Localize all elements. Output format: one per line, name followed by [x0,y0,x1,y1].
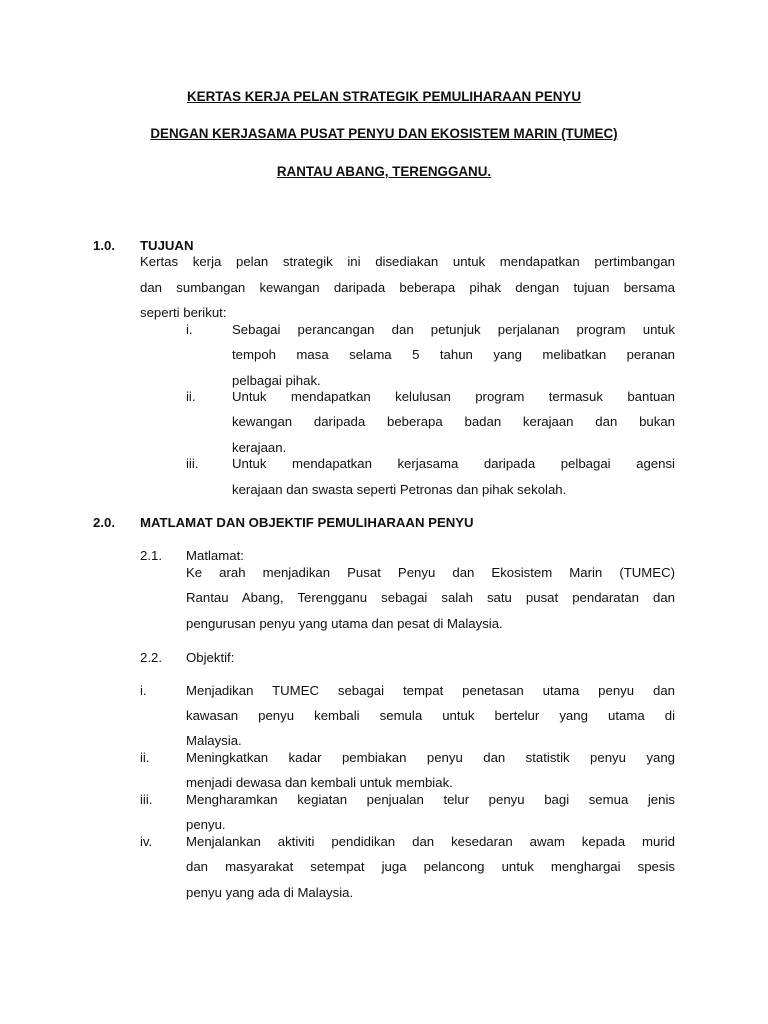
objective-line: penyu yang ada di Malaysia. [186,885,354,900]
objective-number: iv. [140,834,153,849]
list-item-line: Untuk mendapatkan kelulusan program termasuk bantuan [232,389,675,404]
document-title-line-3: RANTAU ABANG, TERENGGANU. [276,164,492,179]
list-item-line: pelbagai pihak. [232,373,321,388]
objective-number: ii. [140,750,150,765]
section-1-number: 1.0. [93,238,115,253]
list-item-line: kewangan daripada beberapa badan kerajaan dan bukan [232,414,675,429]
list-item-number: ii. [186,389,196,404]
objective-line: Menjalankan aktiviti pendidikan dan kesedaran awam kepada murid [186,834,675,849]
objective-number: iii. [140,792,153,807]
objective-line: penyu. [186,817,226,832]
subsection-2-1-number: 2.1. [140,548,162,563]
objective-line: Malaysia. [186,733,242,748]
objective-line: kawasan penyu kembali semula untuk bertelur yang utama di [186,708,675,723]
list-item-line: tempoh masa selama 5 tahun yang melibatkan peranan [232,347,675,362]
section-2-number: 2.0. [93,515,115,530]
objective-line: Menjadikan TUMEC sebagai tempat penetasan utama penyu dan [186,683,675,698]
matlamat-line: Rantau Abang, Terengganu sebagai salah satu pusat pendaratan dan [186,590,675,605]
section-2-heading: MATLAMAT DAN OBJEKTIF PEMULIHARAAN PENYU [140,515,474,530]
document-title-line-2: DENGAN KERJASAMA PUSAT PENYU DAN EKOSISTEM MARIN (TUMEC) [150,126,618,141]
matlamat-line: Ke arah menjadikan Pusat Penyu dan Ekosistem Marin (TUMEC) [186,565,675,580]
objective-line: Mengharamkan kegiatan penjualan telur penyu bagi semua jenis [186,792,675,807]
document-title-line-1: KERTAS KERJA PELAN STRATEGIK PEMULIHARAAN PENYU [186,89,582,104]
matlamat-line: pengurusan penyu yang utama dan pesat di Malaysia. [186,616,503,631]
subsection-2-1-label: Matlamat: [186,548,244,563]
list-item-line: Untuk mendapatkan kerjasama daripada pelbagai agensi [232,456,675,471]
section-1-paragraph-line: seperti berikut: [140,305,227,320]
objective-line: Meningkatkan kadar pembiakan penyu dan statistik penyu yang [186,750,675,765]
section-1-paragraph-line: dan sumbangan kewangan daripada beberapa pihak dengan tujuan bersama [140,280,675,295]
list-item-line: kerajaan dan swasta seperti Petronas dan pihak sekolah. [232,482,567,497]
list-item-number: i. [186,322,193,337]
objective-line: dan masyarakat setempat juga pelancong untuk menghargai spesis [186,859,675,874]
subsection-2-2-label: Objektif: [186,650,235,665]
objective-line: menjadi dewasa dan kembali untuk membiak. [186,775,453,790]
objective-number: i. [140,683,147,698]
section-1-paragraph-line: Kertas kerja pelan strategik ini disediakan untuk mendapatkan pertimbangan [140,254,675,269]
list-item-number: iii. [186,456,199,471]
section-1-heading: TUJUAN [140,238,194,253]
subsection-2-2-number: 2.2. [140,650,162,665]
list-item-line: Sebagai perancangan dan petunjuk perjalanan program untuk [232,322,675,337]
list-item-line: kerajaan. [232,440,287,455]
